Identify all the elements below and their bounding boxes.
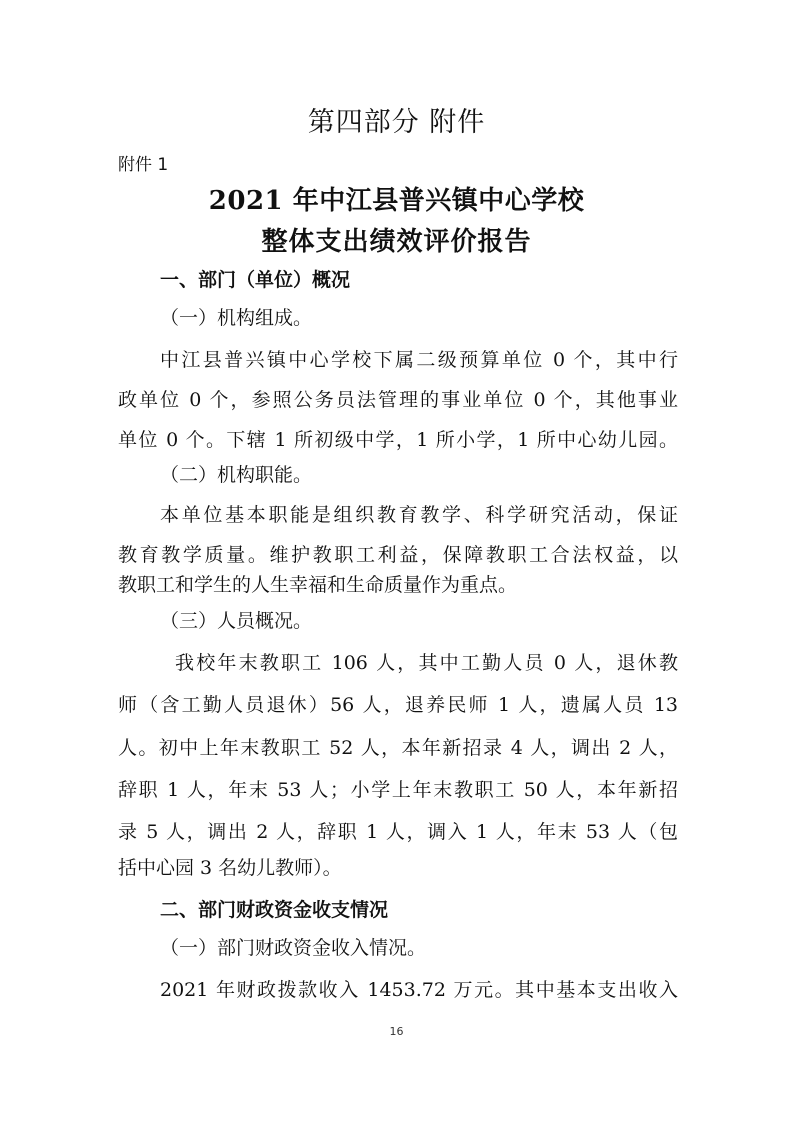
section-heading-finance: 二、部门财政资金收支情况: [160, 899, 389, 921]
subheading-income: （一）部门财政资金收入情况。: [160, 937, 427, 959]
report-title-line-1: 2021 年中江县普兴镇中心学校: [208, 186, 585, 216]
subheading-functions: （二）机构职能。: [160, 464, 313, 486]
paragraph-line: 师（含工勤人员退休）56 人，退养民师 1 人，遗属人员 13: [118, 694, 678, 716]
paragraph-line: 本单位基本职能是组织教育教学、科学研究活动，保证: [160, 504, 678, 526]
paragraph-line: 人。初中上年末教职工 52 人，本年新招录 4 人，调出 2 人，: [118, 737, 678, 759]
page-number: 16: [389, 1025, 404, 1038]
report-title-line-2: 整体支出绩效评价报告: [261, 227, 532, 257]
paragraph-line: 录 5 人，调出 2 人，辞职 1 人，调入 1 人，年末 53 人（包: [118, 821, 678, 843]
paragraph-line: 括中心园 3 名幼儿教师）。: [118, 857, 342, 879]
paragraph-line: 我校年末教职工 106 人，其中工勤人员 0 人，退休教: [175, 652, 678, 674]
subheading-organization: （一）机构组成。: [160, 307, 313, 329]
part-title: 第四部分 附件: [307, 107, 486, 138]
paragraph-line: 中江县普兴镇中心学校下属二级预算单位 0 个，其中行: [160, 349, 678, 371]
attachment-label: 附件 1: [118, 155, 169, 175]
paragraph-line: 教职工和学生的人生幸福和生命质量作为重点。: [118, 574, 518, 596]
section-heading-overview: 一、部门（单位）概况: [160, 269, 351, 291]
paragraph-line: 辞职 1 人，年末 53 人；小学上年末教职工 50 人，本年新招: [118, 779, 678, 801]
paragraph-line: 2021 年财政拨款收入 1453.72 万元。其中基本支出收入: [160, 979, 678, 1001]
subheading-personnel: （三）人员概况。: [160, 610, 313, 632]
paragraph-line: 政单位 0 个，参照公务员法管理的事业单位 0 个，其他事业: [118, 389, 678, 411]
paragraph-line: 单位 0 个。下辖 1 所初级中学，1 所小学，1 所中心幼儿园。: [118, 429, 678, 451]
paragraph-line: 教育教学质量。维护教职工利益，保障教职工合法权益，以: [118, 544, 678, 566]
